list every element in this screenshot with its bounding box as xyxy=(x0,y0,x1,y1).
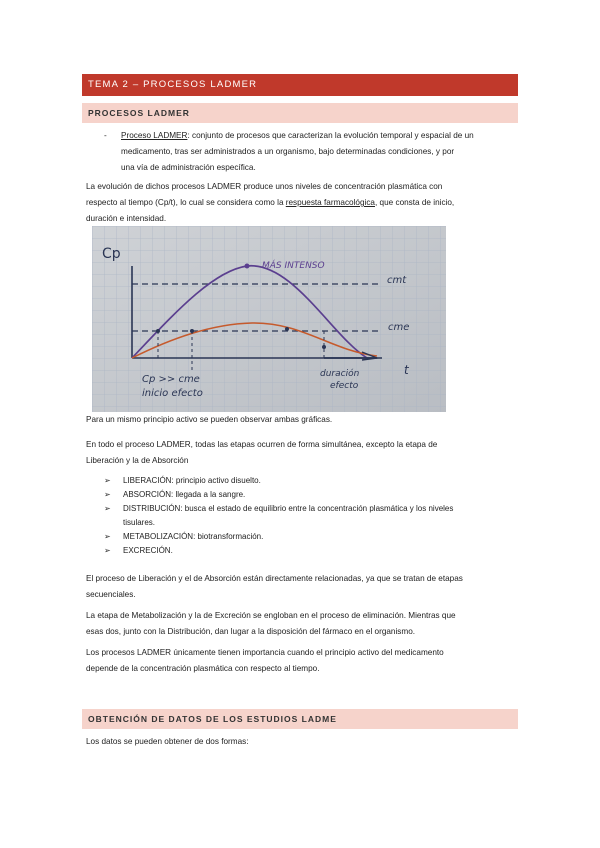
arrow-bullet-icon: ➢ xyxy=(104,476,111,485)
definition-item xyxy=(104,128,516,176)
paragraph-eliminacion xyxy=(86,608,514,640)
para1-line-1: La evolución de dichos procesos LADMER produce unos niveles de concentración plasmática con xyxy=(86,182,443,191)
efecto-label: efecto xyxy=(330,381,359,391)
mas-intenso-label: MÁS INTENSO xyxy=(262,261,325,271)
definition-line-3: una vía de administración específica. xyxy=(121,163,256,172)
list-item xyxy=(104,502,504,530)
para1-line-3: duración e intensidad. xyxy=(86,214,167,223)
ladmer-stages-list xyxy=(104,474,504,558)
para4-line-2: esas dos, junto con la Distribución, dan lugar a la disposición del fármaco en el organismo. xyxy=(86,627,416,636)
dot-4 xyxy=(322,345,326,349)
dot-2 xyxy=(190,329,194,333)
photo-caption: Para un mismo principio activo se pueden observar ambas gráficas. xyxy=(86,415,333,424)
list-item-text: METABOLIZACIÓN: biotransformación. xyxy=(123,532,264,541)
paragraph-simultaneas xyxy=(86,437,514,469)
list-item-text: ABSORCIÓN: llegada a la sangre. xyxy=(123,490,246,499)
cp-label: Cp xyxy=(102,246,121,262)
list-item xyxy=(104,488,504,502)
definition-line-1 xyxy=(121,128,516,144)
cmt-label: cmt xyxy=(387,275,407,286)
t-label: t xyxy=(404,363,409,377)
paragraph-importancia xyxy=(86,645,514,677)
arrow-bullet-icon: ➢ xyxy=(104,490,111,499)
dot-3 xyxy=(285,327,289,331)
inicio-efecto-label: inicio efecto xyxy=(142,388,203,399)
list-item xyxy=(104,544,504,558)
para1-text-b: , que consta de inicio, xyxy=(374,198,455,207)
para5-line-1: Los procesos LADMER únicamente tienen importancia cuando el principio activo del medicamento xyxy=(86,648,444,657)
peak-dot xyxy=(245,264,250,269)
topic-title-bar: TEMA 2 – PROCESOS LADMER xyxy=(82,74,518,96)
dash-bullet: - xyxy=(104,131,107,140)
definition-text-1: : conjunto de procesos que caracterizan la evolución temporal y espacial de un xyxy=(187,131,474,140)
paragraph-datos: Los datos se pueden obtener de dos formas: xyxy=(86,737,249,746)
list-item-text: EXCRECIÓN. xyxy=(123,546,173,555)
dot-1 xyxy=(156,329,160,333)
para1-text-a: respecto al tiempo (Cp/t), lo cual se considera como la xyxy=(86,198,286,207)
handwritten-graph-photo xyxy=(92,226,446,412)
arrow-bullet-icon: ➢ xyxy=(104,532,111,541)
para3-line-2: secuenciales. xyxy=(86,590,136,599)
term-proceso-ladmer: Proceso LADMER xyxy=(121,131,188,140)
arrow-bullet-icon: ➢ xyxy=(104,504,111,513)
duracion-label: duración xyxy=(320,369,360,379)
para2-line-2: Liberación y la de Absorción xyxy=(86,456,189,465)
para5-line-2: depende de la concentración plasmática con respecto al tiempo. xyxy=(86,664,320,673)
para3-line-1: El proceso de Liberación y el de Absorción están directamente relacionadas, ya que se tratan de etapas xyxy=(86,574,463,583)
list-item-text: DISTRIBUCIÓN: busca el estado de equilibrio entre la concentración plasmática y los niveles xyxy=(123,504,454,513)
list-item xyxy=(104,530,504,544)
arrow-bullet-icon: ➢ xyxy=(104,546,111,555)
paragraph-evolucion xyxy=(86,179,514,227)
section-heading-obtencion-datos: OBTENCIÓN DE DATOS DE LOS ESTUDIOS LADME xyxy=(82,709,518,729)
respuesta-farmacologica-link: respuesta farmacológica xyxy=(285,198,375,207)
section-heading-procesos-ladmer: PROCESOS LADMER xyxy=(82,103,518,123)
paragraph-liberacion-absorcion xyxy=(86,571,514,603)
para2-line-1: En todo el proceso LADMER, todas las etapas ocurren de forma simultánea, excepto la etapa de xyxy=(86,440,438,449)
cme-label: cme xyxy=(388,322,410,333)
list-item xyxy=(104,474,504,488)
definition-line-2: medicamento, tras ser administrados a un organismo, bajo determinadas condiciones, y por xyxy=(121,147,455,156)
list-item-text: LIBERACIÓN: principio activo disuelto. xyxy=(123,476,261,485)
para1-line-2 xyxy=(86,195,514,211)
para4-line-1: La etapa de Metabolización y la de Excreción se engloban en el proceso de eliminación. Mientras que xyxy=(86,611,456,620)
cp-cme-label: Cp >> cme xyxy=(142,374,200,385)
list-item-text-continued: tisulares. xyxy=(123,518,156,527)
